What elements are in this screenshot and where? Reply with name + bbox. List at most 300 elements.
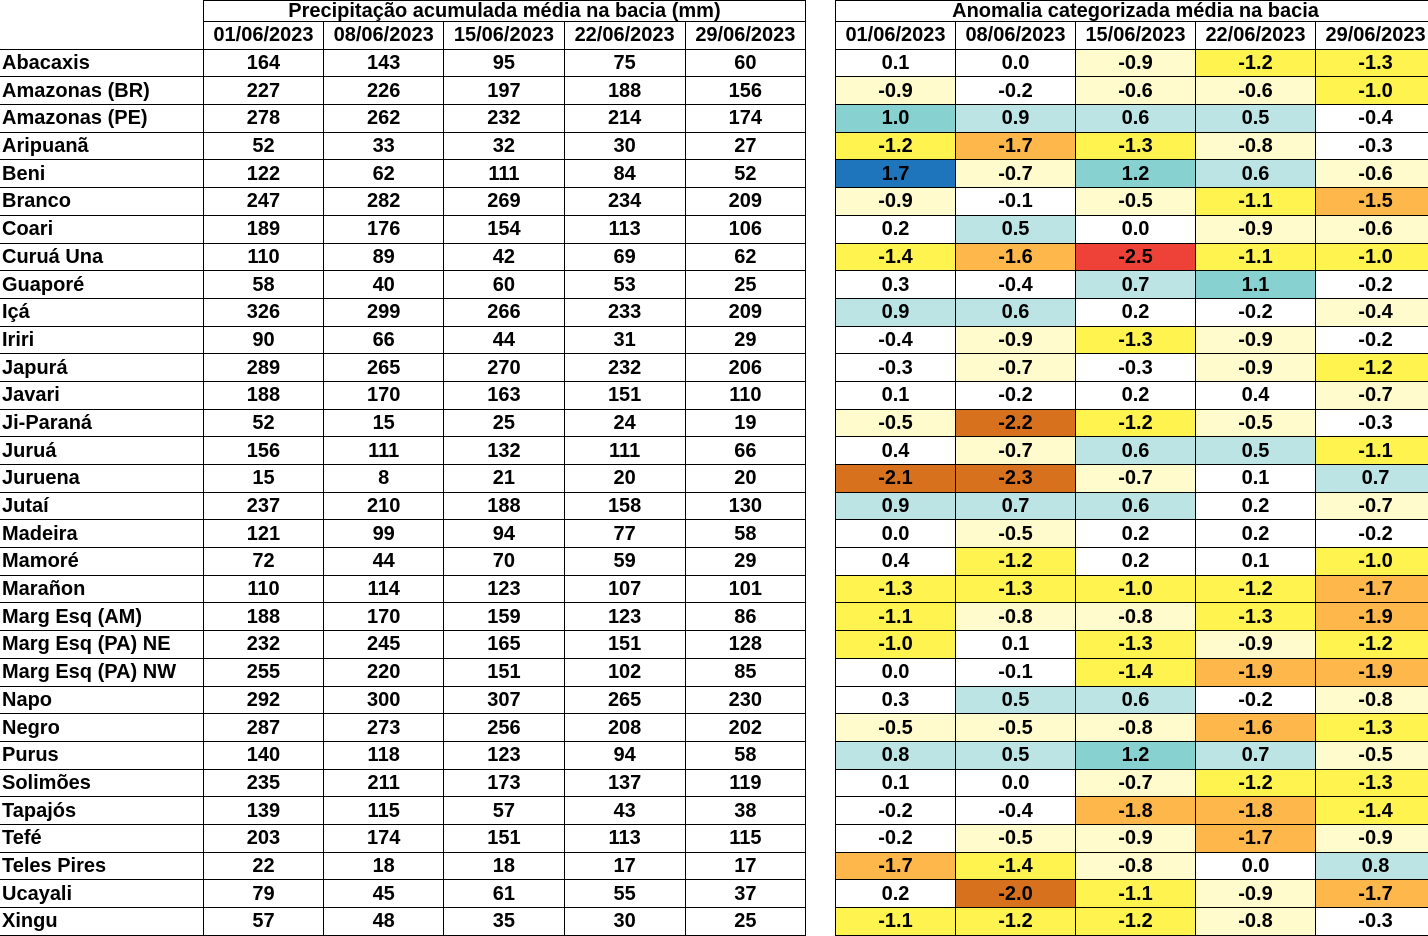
table-row [836,741,1428,769]
anomaly-cell: -0.3 [836,354,956,382]
table-row [836,714,1428,742]
basin-name: Jutaí [0,492,203,520]
precip-value: 27 [685,132,805,160]
precip-value: 32 [444,132,564,160]
anomaly-cell: -1.0 [836,631,956,659]
anomaly-cell: -0.4 [1316,105,1428,133]
precip-value: 94 [564,741,685,769]
anomaly-cell: -1.4 [956,852,1076,880]
anomaly-cell: -0.7 [1316,381,1428,409]
precip-value: 273 [324,714,444,742]
table-row [0,409,806,437]
anomaly-cell: -0.5 [836,409,956,437]
precip-value: 59 [564,548,685,576]
precip-value: 265 [564,686,685,714]
anomaly-cell: 0.7 [1196,741,1316,769]
anomaly-cell: -1.1 [1076,880,1196,908]
anomaly-cell: -1.2 [1076,908,1196,936]
precip-value: 209 [685,188,805,216]
anomaly-cell: 0.2 [1076,520,1196,548]
anomaly-cell: 0.0 [956,769,1076,797]
anomaly-cell: -0.9 [836,77,956,105]
anomaly-cell: -1.2 [956,908,1076,936]
precip-value: 33 [324,132,444,160]
anomaly-cell: -0.5 [956,824,1076,852]
anomaly-cell: -1.9 [1196,658,1316,686]
precip-value: 237 [203,492,323,520]
precip-value: 18 [444,852,564,880]
anomaly-cell: 0.2 [1076,381,1196,409]
table-row [0,714,806,742]
anomaly-cell: -1.4 [1316,797,1428,825]
anomaly-cell: -1.2 [1316,631,1428,659]
anomaly-cell: 0.5 [1196,437,1316,465]
precip-value: 15 [324,409,444,437]
anomaly-cell: -1.3 [1316,49,1428,77]
corner-blank [0,1,203,22]
precip-value: 203 [203,824,323,852]
anomaly-cell: -0.2 [1316,520,1428,548]
precip-value: 151 [444,824,564,852]
precip-value: 102 [564,658,685,686]
anomaly-cell: 0.9 [956,105,1076,133]
precip-value: 209 [685,298,805,326]
anomaly-cell: -1.2 [1316,354,1428,382]
anomaly-cell: 0.4 [836,437,956,465]
table-row [836,797,1428,825]
anomaly-cell: -1.8 [1076,797,1196,825]
precip-value: 57 [444,797,564,825]
table-row [0,215,806,243]
precip-value: 170 [324,603,444,631]
precip-date-header: 29/06/2023 [685,22,805,50]
anomaly-cell: -0.5 [1076,188,1196,216]
anomaly-cell: -2.0 [956,880,1076,908]
precip-value: 107 [564,575,685,603]
table-row [0,105,806,133]
table-row [836,243,1428,271]
anomaly-cell: -0.1 [956,658,1076,686]
table-row [0,381,806,409]
anomaly-cell: 0.5 [1196,105,1316,133]
anomaly-cell: 0.7 [956,492,1076,520]
precip-value: 35 [444,908,564,936]
basin-name: Beni [0,160,203,188]
table-row [836,326,1428,354]
anomaly-cell: -1.6 [956,243,1076,271]
anomaly-cell: 0.2 [836,215,956,243]
precip-value: 55 [564,880,685,908]
anomaly-cell: -0.4 [836,326,956,354]
precip-value: 62 [324,160,444,188]
anomaly-cell: -0.2 [836,797,956,825]
precip-value: 307 [444,686,564,714]
anomaly-cell: -1.3 [1076,326,1196,354]
precip-value: 208 [564,714,685,742]
precip-value: 106 [685,215,805,243]
precip-value: 18 [324,852,444,880]
anomaly-cell: 0.5 [956,686,1076,714]
table-row [836,465,1428,493]
basin-name: Juruá [0,437,203,465]
anomaly-cell: 1.7 [836,160,956,188]
anomaly-cell: 0.0 [836,520,956,548]
table-row [0,160,806,188]
anomaly-cell: 0.7 [1316,465,1428,493]
precip-value: 164 [203,49,323,77]
table-row [836,77,1428,105]
precip-value: 29 [685,548,805,576]
anomaly-cell: -0.9 [1076,824,1196,852]
precip-value: 58 [203,271,323,299]
basin-name: Tapajós [0,797,203,825]
precip-value: 270 [444,354,564,382]
precip-value: 52 [203,409,323,437]
anomaly-cell: -1.3 [956,575,1076,603]
precip-value: 255 [203,658,323,686]
precip-value: 151 [564,381,685,409]
basin-name: Amazonas (BR) [0,77,203,105]
table-row [0,271,806,299]
precip-value: 53 [564,271,685,299]
table-row [0,852,806,880]
precip-value: 57 [203,908,323,936]
anomaly-cell: -0.4 [956,797,1076,825]
precip-value: 38 [685,797,805,825]
anomaly-cell: 0.4 [836,548,956,576]
anomaly-cell: 1.2 [1076,741,1196,769]
basin-name: Negro [0,714,203,742]
table-row [836,381,1428,409]
table-row [836,852,1428,880]
precip-value: 21 [444,465,564,493]
anomaly-cell: 0.8 [1316,852,1428,880]
anomaly-cell: -0.2 [1316,271,1428,299]
precip-value: 269 [444,188,564,216]
basin-name: Purus [0,741,203,769]
anomaly-cell: 0.6 [1076,492,1196,520]
anomaly-cell: -1.7 [1196,824,1316,852]
basin-name: Xingu [0,908,203,936]
precip-value: 19 [685,409,805,437]
anomaly-cell: -1.3 [1076,631,1196,659]
anomaly-cell: -1.1 [836,603,956,631]
precip-value: 70 [444,548,564,576]
precip-value: 165 [444,631,564,659]
precip-value: 188 [203,381,323,409]
precip-value: 123 [444,741,564,769]
anomaly-cell: 0.6 [1076,686,1196,714]
anomaly-cell: -0.2 [1196,686,1316,714]
precip-value: 25 [444,409,564,437]
anomaly-cell: -1.8 [1196,797,1316,825]
anomaly-cell: -0.3 [1316,132,1428,160]
anomaly-cell: -0.9 [1196,354,1316,382]
precip-value: 111 [444,160,564,188]
precip-value: 110 [203,243,323,271]
anomaly-cell: 0.6 [1196,160,1316,188]
anomaly-cell: 0.1 [836,381,956,409]
anomaly-cell: -0.8 [1076,714,1196,742]
precip-value: 278 [203,105,323,133]
anomaly-cell: -1.3 [1076,132,1196,160]
table-row [0,658,806,686]
precip-value: 61 [444,880,564,908]
basin-name: Javari [0,381,203,409]
precip-value: 122 [203,160,323,188]
precip-value: 118 [324,741,444,769]
table-row [836,520,1428,548]
table-row [0,465,806,493]
precip-date-header: 01/06/2023 [203,22,323,50]
anomaly-cell: 0.3 [836,686,956,714]
anomaly-cell: -0.7 [1076,769,1196,797]
anomaly-cell: -2.3 [956,465,1076,493]
precip-value: 113 [564,824,685,852]
precip-value: 90 [203,326,323,354]
anomaly-cell: 0.2 [1076,548,1196,576]
basin-name: Abacaxis [0,49,203,77]
table-row [0,575,806,603]
precip-date-header: 22/06/2023 [564,22,685,50]
table-row [836,908,1428,936]
anomaly-cell: -0.9 [1076,49,1196,77]
precip-value: 52 [203,132,323,160]
anomaly-cell: 0.0 [836,658,956,686]
anomaly-cell: -1.3 [1316,714,1428,742]
table-row [836,132,1428,160]
precip-value: 69 [564,243,685,271]
table-row [0,631,806,659]
anomaly-cell: 0.5 [956,215,1076,243]
precip-value: 137 [564,769,685,797]
precip-value: 189 [203,215,323,243]
anomaly-cell: 1.2 [1076,160,1196,188]
precip-value: 159 [444,603,564,631]
basin-name: Coari [0,215,203,243]
precip-value: 292 [203,686,323,714]
anomaly-cell: 0.0 [1076,215,1196,243]
table-row [0,298,806,326]
precip-value: 86 [685,603,805,631]
precip-value: 114 [324,575,444,603]
basin-name: Juruena [0,465,203,493]
anomaly-cell: -1.7 [1316,575,1428,603]
table-row [836,824,1428,852]
precip-value: 156 [685,77,805,105]
anomaly-cell: -1.3 [1196,603,1316,631]
precip-value: 113 [564,215,685,243]
basin-name: Içá [0,298,203,326]
precip-value: 245 [324,631,444,659]
precip-value: 289 [203,354,323,382]
anomaly-cell: -1.7 [836,852,956,880]
table-row [836,769,1428,797]
anomaly-cell: -1.2 [1196,575,1316,603]
precip-value: 210 [324,492,444,520]
table-row [836,105,1428,133]
precip-value: 197 [444,77,564,105]
basin-name: Branco [0,188,203,216]
anomaly-cell: -0.6 [1316,160,1428,188]
anomaly-cell: -1.6 [1196,714,1316,742]
precipitation-title: Precipitação acumulada média na bacia (mm) [203,1,805,22]
precip-value: 24 [564,409,685,437]
anomaly-cell: -1.4 [1076,658,1196,686]
precip-value: 140 [203,741,323,769]
anomaly-cell: 0.1 [1196,465,1316,493]
table-row [836,188,1428,216]
precip-value: 25 [685,271,805,299]
table-row [0,77,806,105]
anomaly-cell: -2.2 [956,409,1076,437]
anomaly-cell: 0.2 [836,880,956,908]
table-row [836,880,1428,908]
table-row [836,686,1428,714]
precip-value: 232 [564,354,685,382]
precip-value: 299 [324,298,444,326]
precip-value: 234 [564,188,685,216]
anomaly-cell: -0.9 [1196,631,1316,659]
precip-value: 174 [324,824,444,852]
anomaly-date-header: 01/06/2023 [836,22,956,50]
table-row [0,603,806,631]
table-row [0,492,806,520]
precip-value: 158 [564,492,685,520]
anomaly-cell: 1.0 [836,105,956,133]
table-row [0,354,806,382]
anomaly-cell: -0.9 [836,188,956,216]
anomaly-date-header: 29/06/2023 [1316,22,1428,50]
anomaly-cell: -0.1 [956,188,1076,216]
anomaly-cell: -1.2 [1196,49,1316,77]
anomaly-cell: -0.8 [1076,852,1196,880]
precip-value: 128 [685,631,805,659]
precip-value: 20 [685,465,805,493]
anomaly-cell: -0.8 [1076,603,1196,631]
anomaly-cell: -1.2 [1196,769,1316,797]
anomaly-cell: -1.7 [1316,880,1428,908]
precip-value: 132 [444,437,564,465]
precip-value: 326 [203,298,323,326]
anomaly-cell: -0.5 [956,520,1076,548]
basin-name: Marg Esq (PA) NW [0,658,203,686]
precip-value: 123 [444,575,564,603]
table-row [836,49,1428,77]
basin-name: Teles Pires [0,852,203,880]
anomaly-cell: -0.2 [1196,298,1316,326]
anomaly-cell: 0.6 [1076,437,1196,465]
anomaly-cell: -0.8 [1196,908,1316,936]
table-row [836,658,1428,686]
table-row [0,797,806,825]
anomaly-cell: -1.0 [1316,77,1428,105]
table-row [0,49,806,77]
precip-value: 66 [324,326,444,354]
precip-value: 17 [685,852,805,880]
precip-value: 232 [444,105,564,133]
precip-value: 85 [685,658,805,686]
precip-value: 29 [685,326,805,354]
anomaly-cell: -1.1 [1196,243,1316,271]
basin-name: Japurá [0,354,203,382]
table-row [836,603,1428,631]
precip-value: 48 [324,908,444,936]
precip-value: 58 [685,741,805,769]
table-row [0,908,806,936]
precip-value: 173 [444,769,564,797]
precip-value: 99 [324,520,444,548]
anomaly-cell: -1.0 [1316,548,1428,576]
precip-value: 202 [685,714,805,742]
basin-name: Iriri [0,326,203,354]
anomaly-title: Anomalia categorizada média na bacia [836,1,1428,22]
precip-value: 30 [564,908,685,936]
anomaly-cell: -2.1 [836,465,956,493]
anomaly-cell: -1.2 [1076,409,1196,437]
anomaly-cell: -1.3 [836,575,956,603]
anomaly-cell: -1.9 [1316,603,1428,631]
anomaly-cell: -0.8 [1316,686,1428,714]
precip-value: 235 [203,769,323,797]
anomaly-cell: -0.3 [1316,908,1428,936]
precip-value: 84 [564,160,685,188]
precip-value: 75 [564,49,685,77]
anomaly-table [835,0,1428,936]
precip-date-header: 15/06/2023 [444,22,564,50]
anomaly-cell: -0.9 [1196,215,1316,243]
anomaly-cell: -0.4 [956,271,1076,299]
anomaly-cell: -0.5 [836,714,956,742]
precip-value: 17 [564,852,685,880]
precip-value: 44 [444,326,564,354]
precip-value: 300 [324,686,444,714]
anomaly-cell: -0.7 [1316,492,1428,520]
precip-value: 15 [203,465,323,493]
anomaly-cell: -1.3 [1316,769,1428,797]
precip-value: 31 [564,326,685,354]
anomaly-cell: 0.1 [836,769,956,797]
precip-value: 94 [444,520,564,548]
precip-value: 60 [685,49,805,77]
table-row [0,132,806,160]
anomaly-cell: -1.5 [1316,188,1428,216]
anomaly-cell: 0.6 [956,298,1076,326]
precip-value: 170 [324,381,444,409]
basin-name: Curuá Una [0,243,203,271]
precip-value: 115 [685,824,805,852]
basin-name: Marg Esq (PA) NE [0,631,203,659]
anomaly-cell: 0.1 [956,631,1076,659]
basin-name: Aripuanã [0,132,203,160]
precip-value: 151 [444,658,564,686]
table-row [0,824,806,852]
precip-value: 25 [685,908,805,936]
anomaly-cell: 0.7 [1076,271,1196,299]
precip-value: 111 [324,437,444,465]
precip-value: 211 [324,769,444,797]
basin-name: Solimões [0,769,203,797]
precip-value: 8 [324,465,444,493]
basin-name: Amazonas (PE) [0,105,203,133]
precip-value: 77 [564,520,685,548]
anomaly-cell: 0.9 [836,492,956,520]
anomaly-cell: 0.2 [1196,520,1316,548]
basin-name: Madeira [0,520,203,548]
basin-name: Ji-Paraná [0,409,203,437]
precip-value: 95 [444,49,564,77]
anomaly-cell: -0.6 [1196,77,1316,105]
